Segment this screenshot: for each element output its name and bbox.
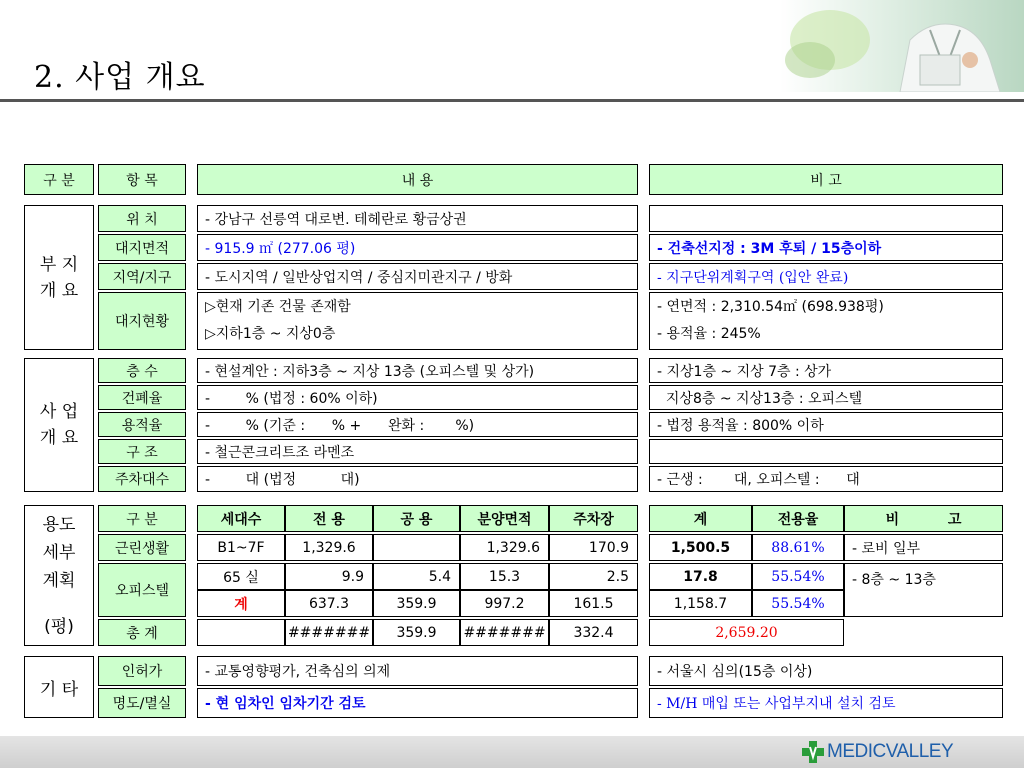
usage-cell-parking: 332.4 [549,619,638,646]
usage-cell-common: 359.9 [373,590,460,617]
site-zone-text: - 도시지역 / 일반상업지역 / 중심지미관지구 / 방화 [197,263,638,290]
row-label-eviction: 명도/멸실 [98,688,186,718]
cross-logo-icon [802,741,824,763]
site-status-line: ▷현재 기존 건물 존재함 [205,299,351,315]
row-label-floors: 층 수 [98,358,186,383]
usage-cell-sale-area: ####### [460,619,549,646]
section-label: 개 요 [39,280,79,301]
usage-cell-sale-area: 15.3 [460,563,549,590]
usage-cell-common: 359.9 [373,619,460,646]
usage-cell-units: 계 [197,590,285,617]
usage-col-ratio: 전용율 [752,505,844,532]
usage-row-label-officetel: 오피스텔 [98,563,186,617]
title-divider [0,99,1024,102]
site-land-area-text: - 915.9 ㎡ (277.06 평) [197,234,638,261]
header-naeyong: 내 용 [197,164,638,195]
section-label: 계획 [42,570,76,591]
business-far-text: - % (기준 : % + 완화 : %) [197,412,638,437]
business-parking-text: - 대 (법정 대) [197,466,638,492]
site-land-area-note: - 건축선지정 : 3M 후퇴 / 15층이하 [649,234,1003,261]
usage-grand-total: 2,659.20 [649,619,844,646]
section-label: 세부 [42,542,76,563]
page-title: 2. 사업 개요 [34,60,206,95]
row-label-parking-count: 주차대수 [98,466,186,492]
business-structure-note [649,439,1003,464]
usage-cell-common [373,534,460,561]
usage-col-gubun: 구 분 [98,505,186,532]
usage-row-label-grand-total: 총 계 [98,619,186,646]
site-status-note-line: - 용적율 : 245% [657,326,761,342]
row-label-site-status: 대지현황 [98,292,186,350]
other-eviction-note: - M/H 매입 또는 사업부지내 설치 검토 [649,688,1003,718]
section-label: 개 요 [39,428,79,448]
other-eviction-text: - 현 임차인 임차기간 검토 [197,688,638,718]
site-zone-note: - 지구단위계획구역 (입안 완료) [649,263,1003,290]
usage-cell-units [197,619,285,646]
site-location-text: - 강남구 선릉역 대로변. 테헤란로 황금상권 [197,205,638,232]
usage-cell-note: - 로비 일부 [844,534,1003,561]
usage-cell-sale-area: 997.2 [460,590,549,617]
section-label: (평) [44,616,74,637]
row-label-coverage-ratio: 건폐율 [98,385,186,410]
medicvalley-logo [802,740,953,764]
usage-cell-exclusive: ####### [285,619,373,646]
row-label-location: 위 치 [98,205,186,232]
business-coverage-text: - % (법정 : 60% 이하) [197,385,638,410]
section-site-overview [24,205,94,350]
usage-cell-total: 1,158.7 [649,590,752,617]
site-status-note-line: - 연면적 : 2,310.54㎡ (698.938평) [657,299,884,315]
header-hangmok: 항 목 [98,164,186,195]
business-floors-note: - 지상1층 ~ 지상 7층 : 상가 [649,358,1003,383]
usage-cell-note: - 8층 ~ 13층 [844,563,1003,617]
usage-col-total: 계 [649,505,752,532]
usage-col-common: 공 용 [373,505,460,532]
usage-cell-total: 1,500.5 [649,534,752,561]
site-location-note [649,205,1003,232]
logo-text: MEDICVALLEY [827,741,954,762]
usage-col-sale-area: 분양면적 [460,505,549,532]
other-permits-text: - 교통영향평가, 건축심의 의제 [197,656,638,686]
usage-cell-units: B1~7F [197,534,285,561]
section-label: 용도 [42,514,76,535]
usage-cell-parking: 170.9 [549,534,638,561]
row-label-zone: 지역/지구 [98,263,186,290]
business-structure-text: - 철근콘크리트조 라멘조 [197,439,638,464]
usage-cell-ratio: 55.54% [752,590,844,617]
usage-col-units: 세대수 [197,505,285,532]
usage-cell-exclusive: 9.9 [285,563,373,590]
usage-col-exclusive: 전 용 [285,505,373,532]
business-far-note: - 법정 용적율 : 800% 이하 [649,412,1003,437]
section-label: 사 업 [39,402,79,422]
usage-cell-total: 17.8 [649,563,752,590]
header-gubun: 구 분 [24,164,94,195]
section-label: 부 지 [39,254,79,275]
section-usage-plan [24,505,94,646]
row-label-floor-area-ratio: 용적율 [98,412,186,437]
other-permits-note: - 서울시 심의(15층 이상) [649,656,1003,686]
usage-col-parking: 주차장 [549,505,638,532]
usage-col-note: 비 고 [844,505,1003,532]
usage-cell-parking: 2.5 [549,563,638,590]
row-label-permits: 인허가 [98,656,186,686]
corner-photo-image [780,0,1024,92]
usage-row-label-retail: 근린생활 [98,534,186,561]
section-other: 기 타 [24,656,94,718]
business-coverage-note: 지상8층 ~ 지상13층 : 오피스텔 [649,385,1003,410]
usage-cell-ratio: 55.54% [752,563,844,590]
usage-cell-parking: 161.5 [549,590,638,617]
section-business-overview [24,358,94,492]
usage-cell-ratio: 88.61% [752,534,844,561]
usage-cell-exclusive: 1,329.6 [285,534,373,561]
row-label-land-area: 대지면적 [98,234,186,261]
site-status-note-box [649,292,1003,350]
usage-cell-sale-area: 1,329.6 [460,534,549,561]
site-status-box [197,292,638,350]
header-bigo: 비 고 [649,164,1003,195]
business-floors-text: - 현설계안 : 지하3층 ~ 지상 13층 (오피스텔 및 상가) [197,358,638,383]
site-status-line: ▷지하1층 ~ 지상0층 [205,326,336,342]
usage-cell-units: 65 실 [197,563,285,590]
business-parking-note: - 근생 : 대, 오피스텔 : 대 [649,466,1003,492]
usage-cell-exclusive: 637.3 [285,590,373,617]
row-label-structure: 구 조 [98,439,186,464]
usage-cell-common: 5.4 [373,563,460,590]
